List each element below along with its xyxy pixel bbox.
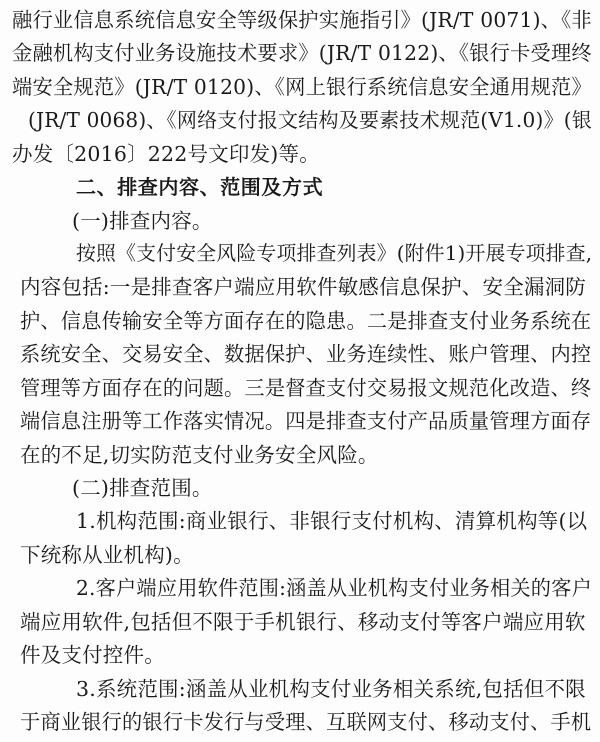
text-line: 2.客户端应用软件范围:涵盖从业机构支付业务相关的客户: [76, 576, 592, 600]
text-line: 金融机构支付业务设施技术要求》(JR/T 0122)、《银行卡受理终: [12, 41, 592, 65]
text-line: 护、信息传输安全等方面存在的隐患。二是排查支付业务系统在: [20, 309, 592, 333]
text-line: 系统安全、交易安全、数据保护、业务连续性、账户管理、内控: [20, 342, 592, 366]
text-line: 3.系统范围:涵盖从业机构支付业务相关系统,包括但不限: [76, 677, 586, 701]
section-heading: 二、排查内容、范围及方式: [76, 175, 324, 199]
text-line: 于商业银行的银行卡发行与受理、互联网支付、移动支付、手机: [20, 710, 592, 734]
text-line: 件及支付控件。: [20, 643, 165, 667]
text-line: 融行业信息系统信息安全等级保护实施指引》(JR/T 0071)、《非: [12, 8, 592, 32]
text-line: 端应用软件,包括但不限于手机银行、移动支付等客户端应用软: [20, 610, 586, 634]
text-line: (JR/T 0068)、《网络支付报文结构及要素技术规范(V1.0)》(银: [28, 108, 592, 132]
text-line: 端安全规范》(JR/T 0120)、《网上银行系统信息安全通用规范》: [12, 75, 592, 99]
subsection-heading: (二)排查范围。: [72, 476, 213, 500]
text-line: 办发〔2016〕222号文印发)等。: [12, 142, 320, 166]
text-line: 端信息注册等工作落实情况。四是排查支付产品质量管理方面存: [20, 409, 592, 433]
subsection-heading: (一)排查内容。: [72, 209, 213, 233]
text-line: 管理等方面存在的问题。三是督查支付交易报文规范化改造、终: [20, 376, 592, 400]
text-line: 按照《支付安全风险专项排查列表》(附件1)开展专项排查,: [76, 242, 593, 265]
text-line: 1.机构范围:商业银行、非银行支付机构、清算机构等(以: [76, 509, 588, 533]
text-line: 在的不足,切实防范支付业务安全风险。: [20, 443, 379, 467]
text-line: 下统称从业机构)。: [20, 543, 194, 567]
text-line: 内容包括:一是排查客户端应用软件敏感信息保护、安全漏洞防: [20, 275, 587, 299]
